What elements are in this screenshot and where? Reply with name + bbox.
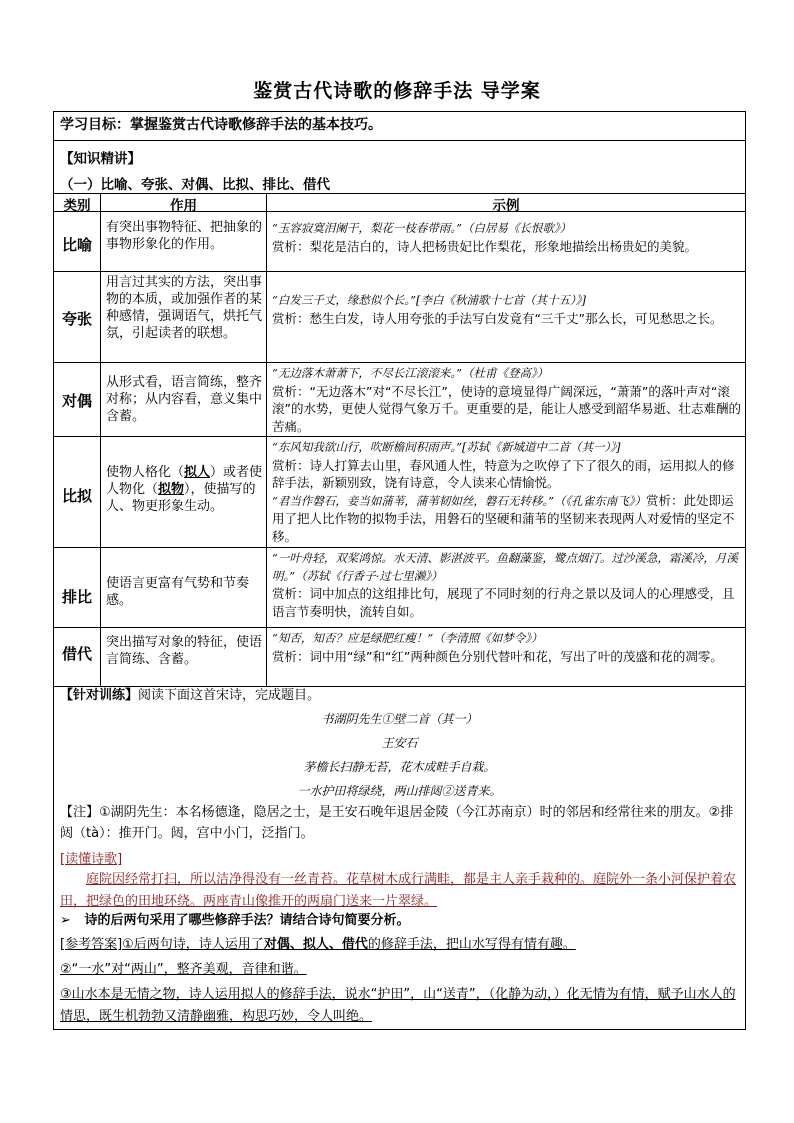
row-ex-antithesis: [272, 365, 742, 435]
poem-author: 王安石: [381, 736, 418, 750]
read-poem-text: 庭院因经常打扫，所以洁净得没有一丝青苔。花草树木成行满畦，都是主人亲手栽种的。庭院外一条小河保护着农田，把绿色的田地环绕。两座青山像推开的两扇门送来一片翠绿。: [60, 872, 737, 909]
poem-note: 【注】①湖阴先生：本名杨德逢，隐居之士，是王安石晚年退居金陵（今江苏南京）时的邻居和经常往来的朋友。②排闼（tà）：推开门。闼，宫中小门，泛指门。: [60, 805, 734, 841]
row-ex-personification: [272, 439, 742, 545]
example-quote: “一叶舟轻，双桨鸿惊。水天清、影湛波平。鱼翻藻鉴，鹭点烟汀。过沙溪急，霜溪冷，月溪明。”（苏轼《行香子·过七里濑》）: [272, 551, 738, 583]
arrow-icon: ➢: [60, 913, 71, 928]
fn-keyword: 拟人: [184, 465, 211, 480]
example-quote: “无边落木萧萧下，不尽长江滚滚来。”（杜甫《登高》）: [272, 366, 549, 380]
example-analysis: 赏析：愁生白发，诗人用夸张的手法写白发竟有“三千丈”那么长，可见愁思之长。: [272, 310, 723, 326]
learning-goal: 学习目标：掌握鉴赏古代诗歌修辞手法的基本技巧。: [60, 117, 382, 133]
example-quote-2: “君当作磐石，妾当如蒲苇，蒲苇韧如丝，磐石无转移。”（《孔雀东南飞》）: [272, 493, 647, 508]
example-analysis: 赏析：词中用“绿”和“红”两种颜色分别代替叶和花，写出了叶的茂盛和花的凋零。: [272, 648, 723, 664]
row-ex-parallelism: [272, 550, 742, 620]
answer-text: ①后两句诗，诗人运用了: [122, 937, 264, 952]
row-cat-metonymy: 借代: [61, 645, 92, 663]
worksheet-table: [53, 111, 746, 1030]
row-ex-metonymy: [272, 630, 742, 665]
poem-title: 书湖阴先生①壁二首（其一）: [321, 712, 478, 726]
poem-line-1: 茅檐长扫静无苔，花木成畦手自栽。: [303, 760, 496, 774]
header-function: 作用: [170, 198, 197, 214]
answer-line-3: ③山水本是无情之物，诗人运用拟人的修辞手法，说水“护田”，山“送青”，（化静为动，）化无情为有情，赋予山水人的情思，既生机勃勃又清静幽雅，构思巧妙，令人叫绝。: [60, 987, 736, 1024]
practice-label: 【针对训练】: [60, 688, 139, 703]
example-quote: “白发三千丈，缘愁似个长。”[李白《秋浦歌十七首（其十五）》]: [272, 293, 586, 307]
read-label: [读懂诗歌]: [60, 852, 123, 867]
example-quote: “知否，知否？应是绿肥红瘦！”（李清照《如梦令》）: [272, 631, 543, 645]
question-text: 诗的后两句采用了哪些修辞手法？请结合诗句简要分析。: [84, 913, 410, 928]
row-ex-hyperbole: [272, 292, 742, 327]
example-quote: “东风知我欲山行，吹断檐间积雨声。”[苏轼《新城道中二首（其一）》]: [272, 440, 621, 454]
fn-keyword: 拟物: [158, 482, 185, 497]
row-cat-metaphor: 比喻: [61, 236, 92, 254]
fn-text: 使物人格化（: [106, 465, 185, 480]
example-analysis: 赏析：词中加点的这组排比句，展现了不同时刻的行舟之景以及词人的心理感受，且语言节奏明快，流转自如。: [272, 586, 735, 619]
page-title: 鉴赏古代诗歌的修辞手法 导学案: [253, 80, 541, 102]
row-cat-personification: 比拟: [61, 487, 92, 505]
example-analysis: 赏析：“无边落木”对“不尽长江”，使诗的意境显得广阔深远，“萧萧”的落叶声对“滚滚”的水势，更使人觉得气象万千。更重要的是，能让人感受到韶华易逝、壮志难酬的苦痛。: [272, 383, 741, 434]
answer-label: [参考答案]: [60, 937, 123, 952]
answer-text: 的修辞手法，把山水写得有情有趣。: [367, 937, 576, 952]
fn-text: ）或者使人物化（: [106, 465, 263, 497]
section-label: 【知识精讲】: [60, 151, 141, 167]
example-analysis: 赏析：诗人打算去山里，春风通人性，特意为之吹停了下了很久的雨，运用拟人的修辞手法，新颖别致，饶有诗意，令人读来心情愉悦。: [272, 457, 735, 490]
poem-line-2: 一水护田将绿绕，两山排闼②送青来。: [297, 784, 502, 798]
answer-keywords: 对偶、拟人、借代: [263, 937, 368, 952]
read-poem-label: [60, 850, 740, 869]
example-analysis-2: 赏析：此处即运用了把人比作物的拟物手法，用磐石的坚硬和蒲苇的坚韧来表现两人对爱情的坚定不移。: [272, 492, 735, 544]
answer-line-2: ②“一水”对“两山”，整齐美观，音律和谐。: [60, 962, 307, 977]
practice-intro-text: 阅读下面这首宋诗，完成题目。: [138, 688, 321, 703]
example-quote: “玉容寂寞泪阑干，梨花一枝春带雨。”（白居易《长恨歌》）: [272, 221, 572, 235]
header-example: 示例: [492, 198, 520, 214]
header-category: 类别: [63, 198, 91, 214]
row-fn-hyperbole: 用言过其实的方法，突出事物的本质，或加强作者的某种感情，强调语气，烘托气氛，引起读者的联想。: [106, 275, 263, 341]
fn-text: ），使描写的人、物更形象生动。: [106, 482, 256, 514]
practice-intro: [60, 687, 740, 705]
row-cat-parallelism: 排比: [61, 588, 92, 606]
section-title: （一）比喻、夸张、对偶、比拟、排比、借代: [60, 177, 330, 193]
row-fn-personification: [106, 464, 264, 515]
answer-line-1: [60, 936, 740, 954]
row-fn-parallelism: 使语言更富有气势和节奏感。: [106, 576, 250, 608]
row-cat-hyperbole: 夸张: [61, 310, 92, 328]
row-fn-metonymy: 突出描写对象的特征，使语言简练、含蓄。: [106, 635, 263, 667]
example-analysis: 赏析：梨花是洁白的，诗人把杨贵妃比作梨花，形象地描绘出杨贵妃的美貌。: [272, 238, 698, 254]
row-cat-antithesis: 对偶: [61, 392, 92, 410]
question: [60, 912, 740, 930]
row-ex-metaphor: [272, 220, 742, 255]
row-fn-metaphor: 有突出事物特征、把抽象的事物形象化的作用。: [106, 220, 263, 252]
row-fn-antithesis: 从形式看，语言简练，整齐对称；从内容看，意义集中含蓄。: [106, 375, 263, 424]
